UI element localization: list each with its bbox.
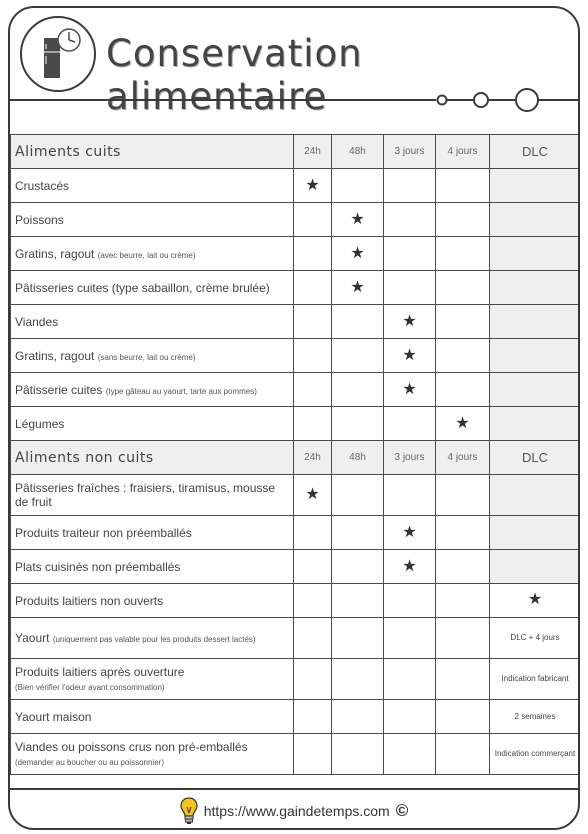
header — [10, 8, 578, 118]
dlc-cell — [490, 407, 581, 441]
food-label: Yaourt maison — [15, 709, 92, 724]
food-note: (demander au boucher ou au poissonnier) — [15, 758, 164, 767]
duration-cell — [384, 169, 436, 203]
conservation-table-wrap — [10, 134, 580, 775]
duration-cell — [294, 550, 332, 584]
duration-cell — [384, 339, 436, 373]
food-label: Produits laitiers après ouverture — [15, 665, 185, 679]
duration-cell — [436, 237, 490, 271]
duration-cell — [436, 659, 490, 700]
table-row — [11, 550, 581, 584]
column-header: DLC — [490, 135, 581, 169]
dlc-text: Indication commerçant — [494, 749, 576, 758]
food-item — [11, 734, 294, 775]
duration-cell — [384, 700, 436, 734]
duration-cell — [332, 659, 384, 700]
star-icon: ★ — [350, 278, 365, 296]
dlc-cell — [490, 516, 581, 550]
food-label: Pâtisserie cuites — [15, 382, 103, 397]
food-item — [11, 550, 294, 584]
star-icon: ★ — [305, 176, 320, 194]
dlc-cell — [490, 203, 581, 237]
dlc-text: Indication fabricant — [501, 674, 569, 683]
duration-cell — [332, 516, 384, 550]
duration-cell — [384, 659, 436, 700]
food-label: Yaourt — [15, 631, 50, 645]
duration-cell — [384, 305, 436, 339]
duration-cell — [436, 203, 490, 237]
food-item — [11, 659, 294, 700]
duration-cell — [294, 584, 332, 618]
duration-cell — [332, 550, 384, 584]
duration-cell — [436, 305, 490, 339]
duration-cell — [384, 584, 436, 618]
food-label: Crustacés — [15, 178, 70, 193]
duration-cell — [294, 339, 332, 373]
duration-cell — [436, 584, 490, 618]
food-label: Poissons — [15, 212, 64, 227]
star-icon: ★ — [350, 244, 365, 262]
food-note: (avec beurre, lait ou crème) — [97, 250, 196, 260]
duration-cell — [294, 237, 332, 271]
section-header-row — [11, 135, 581, 169]
star-icon: ★ — [402, 557, 417, 575]
duration-cell — [332, 584, 384, 618]
duration-cell — [294, 305, 332, 339]
duration-cell — [294, 659, 332, 700]
section-title: Aliments non cuits — [11, 441, 294, 475]
star-icon: ★ — [527, 591, 543, 608]
column-header: 3 jours — [384, 135, 436, 169]
duration-cell — [436, 407, 490, 441]
food-item — [11, 475, 294, 516]
food-item — [11, 700, 294, 734]
section-header-row — [11, 441, 581, 475]
column-header: 4 jours — [436, 135, 490, 169]
table-row — [11, 584, 581, 618]
food-label: Produits traiteur non préemballés — [15, 525, 192, 540]
food-item — [11, 407, 294, 441]
duration-cell — [332, 339, 384, 373]
dlc-text: DLC + 4 jours — [510, 633, 560, 642]
duration-cell — [294, 618, 332, 659]
column-header: 24h — [294, 441, 332, 475]
column-header: 24h — [294, 135, 332, 169]
duration-cell — [436, 339, 490, 373]
food-label: Viandes ou poissons crus non pré-emballés — [15, 740, 248, 754]
dlc-cell — [490, 373, 581, 407]
page-title: Conservation alimentaire — [106, 32, 363, 118]
conservation-table — [10, 134, 580, 775]
duration-cell — [384, 475, 436, 516]
star-icon: ★ — [402, 346, 417, 364]
duration-cell — [294, 373, 332, 407]
table-row — [11, 305, 581, 339]
star-icon: ★ — [455, 414, 470, 432]
duration-cell — [436, 475, 490, 516]
column-header: DLC — [490, 441, 581, 475]
food-label: Légumes — [15, 416, 65, 431]
duration-cell — [294, 700, 332, 734]
duration-cell — [436, 373, 490, 407]
duration-cell — [436, 734, 490, 775]
column-header: 48h — [332, 135, 384, 169]
duration-cell — [436, 516, 490, 550]
duration-cell — [384, 271, 436, 305]
food-label: Pâtisseries fraîches : fraisiers, tiramisus, mousse de fruit — [15, 481, 276, 509]
table-row — [11, 407, 581, 441]
duration-cell — [332, 305, 384, 339]
food-item — [11, 169, 294, 203]
duration-cell — [436, 271, 490, 305]
food-item — [11, 618, 294, 659]
duration-cell — [384, 550, 436, 584]
duration-cell — [332, 618, 384, 659]
dlc-cell — [490, 700, 581, 734]
table-row — [11, 373, 581, 407]
star-icon: ★ — [402, 312, 417, 330]
duration-cell — [294, 271, 332, 305]
duration-cell — [436, 169, 490, 203]
food-label: Produits laitiers non ouverts — [15, 593, 164, 608]
table-row — [11, 475, 581, 516]
food-item — [11, 237, 294, 271]
lightbulb-icon — [180, 797, 198, 825]
table-row — [11, 659, 581, 700]
duration-cell — [332, 407, 384, 441]
divider-circles-icon — [10, 88, 580, 118]
duration-cell — [332, 475, 384, 516]
dlc-cell — [490, 734, 581, 775]
food-label: Pâtisseries cuites (type sabaillon, crème brulée) — [15, 280, 270, 295]
dlc-cell — [490, 339, 581, 373]
duration-cell — [436, 618, 490, 659]
food-item — [11, 516, 294, 550]
duration-cell — [332, 203, 384, 237]
table-row — [11, 618, 581, 659]
section-title: Aliments cuits — [11, 135, 294, 169]
food-item — [11, 271, 294, 305]
fridge-clock-icon — [20, 16, 96, 92]
duration-cell — [294, 407, 332, 441]
dlc-cell — [490, 584, 581, 618]
duration-cell — [294, 169, 332, 203]
duration-cell — [384, 407, 436, 441]
footer-divider — [10, 788, 578, 790]
duration-cell — [332, 271, 384, 305]
dlc-cell — [490, 237, 581, 271]
duration-cell — [294, 734, 332, 775]
duration-cell — [332, 169, 384, 203]
duration-cell — [384, 516, 436, 550]
column-header: 48h — [332, 441, 384, 475]
dlc-cell — [490, 550, 581, 584]
dlc-text: 2 semaines — [514, 711, 556, 721]
food-item — [11, 373, 294, 407]
copyright-symbol: © — [395, 801, 409, 820]
food-label: Gratins, ragout — [15, 246, 95, 261]
dlc-cell — [490, 169, 581, 203]
food-item — [11, 339, 294, 373]
duration-cell — [384, 203, 436, 237]
food-note: (uniquement pas valable pour les produits dessert lactés) — [52, 635, 256, 644]
table-row — [11, 169, 581, 203]
duration-cell — [332, 237, 384, 271]
website-link[interactable]: https://www.gaindetemps.com — [203, 803, 390, 819]
star-icon: ★ — [350, 210, 365, 228]
food-note: (type gâteau au yaourt, tarte aux pommes) — [105, 386, 257, 396]
duration-cell — [332, 373, 384, 407]
dlc-cell — [490, 618, 581, 659]
dlc-cell — [490, 271, 581, 305]
table-row — [11, 237, 581, 271]
food-label: Viandes — [15, 314, 59, 329]
column-header: 4 jours — [436, 441, 490, 475]
dlc-cell — [490, 475, 581, 516]
star-icon: ★ — [402, 523, 417, 541]
footer — [10, 794, 578, 828]
food-item — [11, 584, 294, 618]
star-icon: ★ — [305, 486, 320, 503]
food-note: (Bien vérifier l'odeur avant consommation) — [15, 683, 165, 692]
table-row — [11, 700, 581, 734]
duration-cell — [384, 373, 436, 407]
food-label: Gratins, ragout — [15, 348, 95, 363]
dlc-cell — [490, 305, 581, 339]
food-note: (sans beurre, lait ou crème) — [97, 352, 196, 362]
duration-cell — [332, 734, 384, 775]
food-label: Plats cuisinés non préemballés — [15, 559, 181, 574]
table-row — [11, 516, 581, 550]
duration-cell — [384, 734, 436, 775]
table-row — [11, 271, 581, 305]
duration-cell — [384, 618, 436, 659]
duration-cell — [332, 700, 384, 734]
duration-cell — [384, 237, 436, 271]
column-header: 3 jours — [384, 441, 436, 475]
duration-cell — [436, 700, 490, 734]
star-icon: ★ — [402, 380, 417, 398]
duration-cell — [294, 475, 332, 516]
duration-cell — [294, 516, 332, 550]
duration-cell — [294, 203, 332, 237]
dlc-cell — [490, 659, 581, 700]
food-item — [11, 203, 294, 237]
table-row — [11, 734, 581, 775]
food-item — [11, 305, 294, 339]
duration-cell — [436, 550, 490, 584]
table-row — [11, 203, 581, 237]
page-frame — [8, 6, 580, 830]
table-row — [11, 339, 581, 373]
